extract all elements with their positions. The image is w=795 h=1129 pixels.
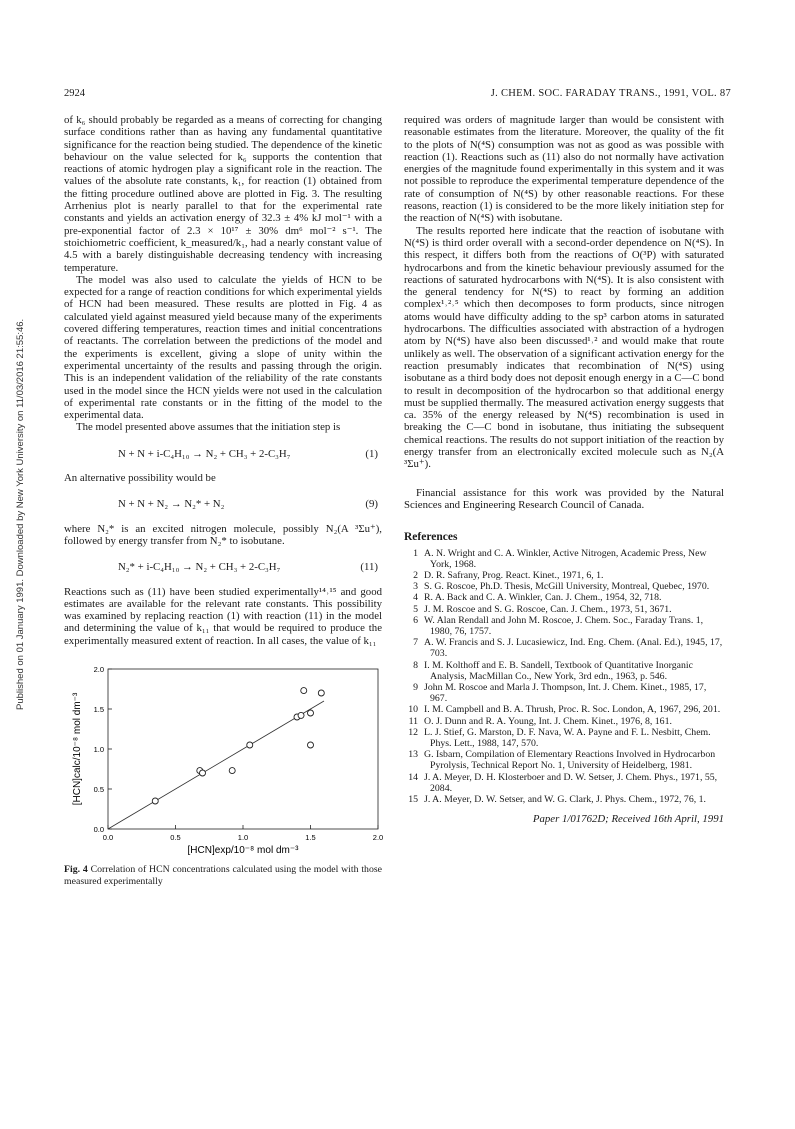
reference-number: 15 <box>408 793 418 805</box>
equation-number: (1) <box>365 447 378 460</box>
x-tick-label: 0.5 <box>170 832 181 842</box>
reference-text: S. G. Roscoe, Ph.D. Thesis, McGill University, Montreal, Quebec, 1970. <box>424 581 710 593</box>
reference-item <box>404 570 724 581</box>
equation-body: N + N + N₂ → N₂* + N₂ <box>118 498 225 511</box>
received-line: Paper 1/01762D; Received 16th April, 1991 <box>532 813 724 826</box>
reference-number: 14 <box>408 771 418 783</box>
y-axis-label: [HCN]calc/10⁻⁸ mol dm⁻³ <box>72 692 83 806</box>
reference-text: O. J. Dunn and R. A. Young, Int. J. Chem. Kinet., 1976, 8, 161. <box>424 715 672 727</box>
reference-number: 1 <box>413 547 418 559</box>
reference-item <box>404 592 724 603</box>
reference-item <box>404 704 724 715</box>
reference-text: R. A. Back and C. A. Winkler, Can. J. Chem., 1954, 32, 718. <box>424 592 662 604</box>
paragraph: of k₆ should probably be regarded as a means of correcting for changing surface conditions rather than as having any fundamental quantitative significance for the reaction being studied. The dependence of the kinetic behaviour on the value selected for k₆ supports the contention that reactions of atomic hydrogen play a significant role in the reaction. The values of the absolute rate constants, k₁, for reaction (1) obtained from the fitting procedure outlined above are plotted in Fig. 3. The resulting Arrhenius plot is nearly parallel to that for the experimental rate constants and yields an activation energy of 32.3 ± 4% kJ mol⁻¹ with a pre-exponential factor of 2.3 × 10¹⁷ ± 30% dm⁶ mol⁻² s⁻¹. The stoichiometric coefficient, k_measured/k₁, had a nearly constant value of 4.5 with a barely distinguishable decreasing tendency with increasing temperature. <box>64 114 382 274</box>
reference-text: J. M. Roscoe and S. G. Roscoe, Can. J. Chem., 1973, 51, 3671. <box>424 603 672 615</box>
equation-1 <box>64 448 382 460</box>
reference-item <box>404 604 724 615</box>
y-tick-label: 2.0 <box>93 664 104 674</box>
reference-text: W. Alan Rendall and John M. Roscoe, J. Chem. Soc., Faraday Trans. 1, 1980, 76, 1757. <box>424 614 704 637</box>
reference-number: 12 <box>408 726 418 738</box>
download-watermark-text: Published on 01 January 1991. Downloaded by New York University on 11/03/2016 21:55:46. <box>15 318 26 710</box>
paragraph: Reactions such as (11) have been studied experimentally¹⁴˒¹⁵ and good estimates are available for the relevant rate constants. This possibility was examined by replacing reaction (1) with reaction (11) in the model and determining the value of k₁₁ that would be required to produce the experimentally measured extent of reaction. In all cases, the value of k₁₁ <box>64 585 382 647</box>
reference-item <box>404 660 724 682</box>
references-heading: References <box>404 531 458 544</box>
reference-number: 11 <box>408 715 418 727</box>
data-point <box>308 710 314 716</box>
reference-number: 2 <box>413 569 418 581</box>
reference-text: L. J. Stief, G. Marston, D. F. Nava, W. A. Payne and F. L. Nesbitt, Chem. Phys. Lett., 1988, 147, 570. <box>424 726 711 749</box>
data-point <box>298 712 304 718</box>
y-tick-label: 1.0 <box>93 744 104 754</box>
figure-caption-text: Correlation of HCN concentrations calculated using the model with those measured experimentally <box>64 864 383 887</box>
figure-label: Fig. 4 <box>64 864 88 876</box>
running-head <box>64 88 731 102</box>
right-column <box>404 114 724 825</box>
data-point <box>308 742 314 748</box>
reference-item <box>404 615 724 637</box>
reference-text: D. R. Safrany, Prog. React. Kinet., 1971, 6, 1. <box>424 569 604 581</box>
figure-4 <box>64 661 382 887</box>
left-column <box>64 114 382 887</box>
data-point <box>247 742 253 748</box>
x-axis-label: [HCN]exp/10⁻⁸ mol dm⁻³ <box>187 844 299 856</box>
page-number: 2924 <box>64 88 85 99</box>
reference-item <box>404 716 724 727</box>
equation-number: (11) <box>360 561 378 574</box>
reference-text: J. A. Meyer, D. W. Setser, and W. G. Clark, J. Phys. Chem., 1972, 76, 1. <box>424 793 706 805</box>
reference-text: John M. Roscoe and Marla J. Thompson, Int. J. Chem. Kinet., 1985, 17, 967. <box>424 681 707 705</box>
equation-9 <box>64 498 382 510</box>
paragraph: required was orders of magnitude larger than would be consistent with reasonable estimates from the literature. Moreover, the quality of the fit to the plots of N(⁴S) consumption was not as good as was possible with reaction (1). Reactions such as (11) also do not normally have activation energies of the magnitude found experimentally in this system and it was not possible to reproduce the experimental temperature dependence of the rate of consumption of N(⁴S) by other reasonable reactions. For these reasons, reaction (1) is considered to be the more likely initiation step for the reaction of N(⁴S) with isobutane. <box>404 114 724 225</box>
x-tick-label: 0.0 <box>102 832 114 842</box>
paragraph: The model was also used to calculate the yields of HCN to be expected for a range of reaction conditions for which experimental yields of HCN had been measured. These results are plotted in Fig. 4 as calculated yield against measured yield because many of the experiments covered differing temperatures, reaction times and initial concentrations of reactants. The correlation between the predictions of the model and the experiments is excellent, giving a slope of unity within the experimental uncertainty of the results and passing through the origin. This is an independent validation of the reliability of the rate constants used in the model since the HCN yields were not used in the calculation of experimental rate constants or in the fitting of the model to the experimental data. <box>64 273 382 422</box>
reference-item <box>404 682 724 704</box>
acknowledgement: Financial assistance for this work was provided by the Natural Sciences and Engineering Research Council of Canada. <box>404 486 724 511</box>
y-tick-label: 1.5 <box>93 704 104 714</box>
figure-caption <box>64 864 382 887</box>
reference-item <box>404 749 724 771</box>
data-point <box>301 688 307 694</box>
reference-text: G. Isbarn, Compilation of Elementary Reactions Involved in Hydrocarbon Pyrolysis, Technical Report No. 1, University of Heidelberg, 1981. <box>424 749 716 772</box>
reference-number: 3 <box>413 581 418 593</box>
equation-11 <box>64 561 382 573</box>
reference-number: 10 <box>408 704 418 716</box>
paragraph: where N₂* is an excited nitrogen molecule, possibly N₂(A ³Σu⁺), followed by energy transfer from N₂* to isobutane. <box>64 522 382 547</box>
reference-text: A. W. Francis and S. J. Lucasiewicz, Ind. Eng. Chem. (Anal. Ed.), 1945, 17, 703. <box>424 637 723 660</box>
reference-text: I. M. Campbell and B. A. Thrush, Proc. R. Soc. London, A, 1967, 296, 201. <box>424 704 721 716</box>
reference-text: I. M. Kolthoff and E. B. Sandell, Textbook of Quantitative Inorganic Analysis, MacMillan Co., New York, 3rd edn., 1963, p. 546. <box>424 659 693 682</box>
reference-number: 8 <box>413 659 418 671</box>
x-tick-label: 1.0 <box>237 832 249 842</box>
reference-number: 6 <box>413 614 418 626</box>
paragraph: The model presented above assumes that the initiation step is <box>76 421 341 434</box>
paragraph: An alternative possibility would be <box>64 472 216 485</box>
reference-item <box>404 581 724 592</box>
x-tick-label: 2.0 <box>372 832 384 842</box>
reference-item <box>404 637 724 659</box>
reference-number: 4 <box>413 592 418 604</box>
x-tick-label: 1.5 <box>305 832 316 842</box>
journal-reference: J. CHEM. SOC. FARADAY TRANS., 1991, VOL. 87 <box>490 88 731 99</box>
reference-number: 5 <box>413 603 418 615</box>
equation-number: (9) <box>365 498 378 511</box>
y-tick-label: 0.0 <box>93 824 104 834</box>
y-tick-label: 0.5 <box>93 784 104 794</box>
reference-text: A. N. Wright and C. A. Winkler, Active Nitrogen, Academic Press, New York, 1968. <box>424 547 707 570</box>
equation-body: N₂* + i-C₄H₁₀ → N₂ + CH₃ + 2-C₃H₇ <box>118 561 281 574</box>
reference-number: 9 <box>413 681 418 693</box>
reference-item <box>404 772 724 794</box>
reference-number: 7 <box>413 637 418 649</box>
fit-line <box>108 701 324 829</box>
reference-item <box>404 727 724 749</box>
equation-body: N + N + i-C₄H₁₀ → N₂ + CH₃ + 2-C₃H₇ <box>118 447 291 460</box>
paragraph: The results reported here indicate that the reaction of isobutane with N(⁴S) is third order overall with a second-order dependence on N(⁴S). In this respect, it differs both from the reactions of O(³P) with saturated hydrocarbons and from the kinetic behaviour previously assumed for the reactions of saturated hydrocarbons with N(⁴S). It is also consistent with the general tendency for N(⁴S) to react by forming an addition complex¹˒²˒⁵ which then decomposes to form products, since nitrogen atoms would have difficulty adding to the sp³ carbon atoms in saturated hydrocarbons. The difficulties associated with abstraction of a hydrogen atom by N(⁴S) have also been discussed¹˒² and would make that route unlikely as well. The observation of a significant activation energy for the reaction presumably indicates that recombination of N(⁴S) using isobutane as a third body does not deposit enough energy in a C—C bond to result in decomposition of the hydrocarbon so that additional energy must be supplied thermally. The measured activation energy suggests that ca. 35% of the energy released by N(⁴S) recombination is used in breaking the C—C bond in isobutane, thus initiating the subsequent chemical reactions. The results do not support initiation of the reaction by energy transfer from an electronically excited molecule such as N₂(A ³Σu⁺). <box>404 224 724 471</box>
data-point <box>229 768 235 774</box>
reference-text: J. A. Meyer, D. H. Klosterboer and D. W. Setser, J. Chem. Phys., 1971, 55, 2084. <box>424 771 718 794</box>
reference-item <box>404 794 724 805</box>
reference-item <box>404 548 724 570</box>
hcn-correlation-chart <box>64 661 382 857</box>
data-point <box>152 798 158 804</box>
data-point <box>318 690 324 696</box>
download-watermark <box>3 190 26 710</box>
data-point <box>200 770 206 776</box>
reference-number: 13 <box>408 749 418 761</box>
reference-list <box>404 548 724 806</box>
